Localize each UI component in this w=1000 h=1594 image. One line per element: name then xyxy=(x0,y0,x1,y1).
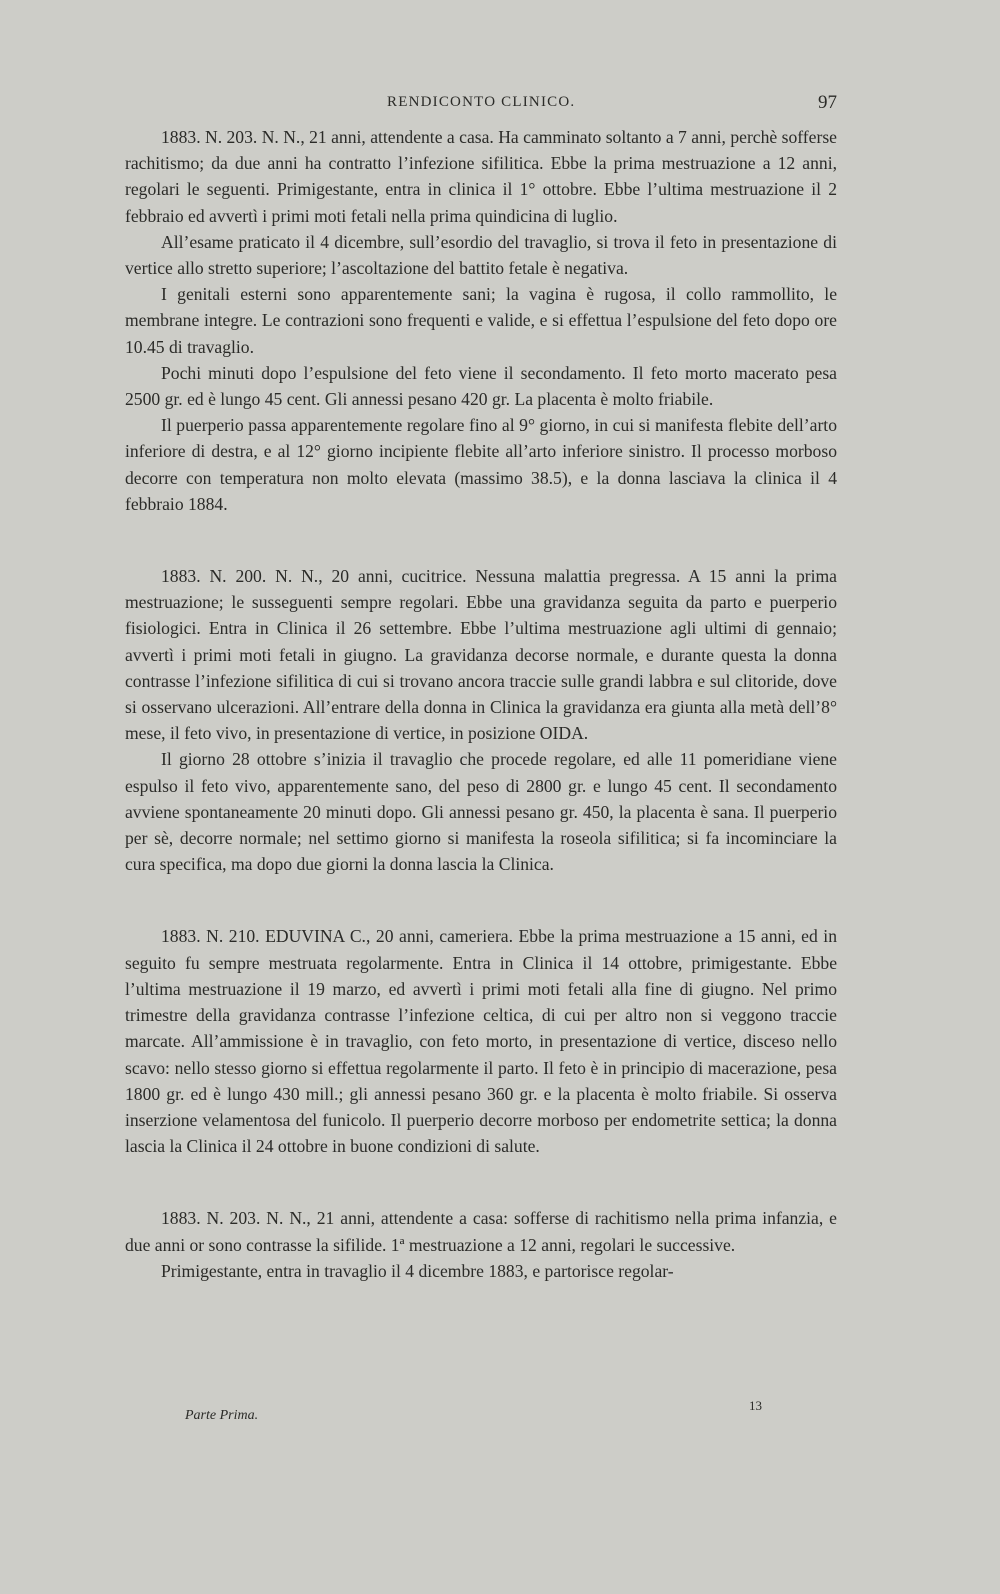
case-separator xyxy=(125,877,837,923)
paragraph-case-210: 1883. N. 210. EDUVINA C., 20 anni, cameriera. Ebbe la prima mestruazione a 15 anni, ed in seguito fu sempre mestruata regolarmente. Entra in Clinica il 14 ottobre, primigestante. Ebbe l’ultima mestruazione il 19 marzo, ed avvertì i primi moti fetali alla fine di giugno. Nel primo trimestre della gravidanza contrasse l’infezione celtica, di cui per altro non si veggono traccie marcate. All’ammissione è in travaglio, con feto morto, in presentazione di vertice, disceso nello scavo: nello stesso giorno si effettua regolarmente il parto. Il feto è in principio di macerazione, pesa 1800 gr. ed è lungo 430 mill.; gli annessi pesano 360 gr. e la placenta è molto friabile. Si osserva inserzione velamentosa del funicolo. Il puerperio decorre morboso per endometrite settica; la donna lascia la Clinica il 24 ottobre in buone condizioni di salute. xyxy=(125,926,837,1157)
part-label: Parte Prima. xyxy=(185,1408,259,1423)
paragraph-case-203b-labour: Primigestante, entra in travaglio il 4 dicembre 1883, e partorisce regolar- xyxy=(161,1260,674,1281)
page-body xyxy=(125,124,837,1284)
case-separator xyxy=(125,1159,837,1205)
paragraph-case-203-genitals: I genitali esterni sono apparentemente sani; la vagina è rugosa, il collo rammollito, le membrane integre. Le contrazioni sono frequenti e valide, e si effettua l’espulsione del feto dopo ore 10.45 di travaglio. xyxy=(125,284,837,357)
paragraph-case-200-intro: 1883. N. 200. N. N., 20 anni, cucitrice. Nessuna malattia pregressa. A 15 anni la prima mestruazione; le susseguenti sempre regolari. Ebbe una gravidanza seguita da parto e puerperio fisiologici. Entra in Clinica il 26 settembre. Ebbe l’ultima mestruazione agli ultimi di gennaio; avvertì i primi moti fetali in giugno. La gravidanza decorse normale, e durante questa la donna contrasse l’infezione sifilitica di cui si trovano ancora traccie sulle grandi labbra e sul clitoride, dove si osservano ulcerazioni. All’entrare della donna in Clinica la gravidanza era giunta alla metà dell’8° mese, il feto vivo, in presentazione di vertice, in posizione OIDA. xyxy=(125,566,837,744)
signature-mark: 13 xyxy=(749,1398,762,1413)
running-title: RENDICONTO CLINICO. xyxy=(387,94,576,110)
case-separator xyxy=(125,517,837,563)
page-header xyxy=(125,92,837,120)
paragraph-case-203b-intro: 1883. N. 203. N. N., 21 anni, attendente a casa: sofferse di rachitismo nella prima infanzia, e due anni or sono contrasse la sifilide. 1ª mestruazione a 12 anni, regolari le successive. xyxy=(125,1208,837,1255)
paragraph-case-200-labour: Il giorno 28 ottobre s’inizia il travaglio che procede regolare, ed alle 11 pomeridiane viene espulso il feto vivo, apparentemente sano, del peso di 2800 gr. e lungo 45 cent. Il secondamento avviene spontaneamente 20 minuti dopo. Gli annessi pesano gr. 450, la placenta è sana. Il puerperio per sè, decorre normale; nel settimo giorno si manifesta la roseola sifilitica; si fa incominciare la cura specifica, ma dopo due giorni la donna lascia la Clinica. xyxy=(125,749,837,875)
paragraph-case-203-intro: 1883. N. 203. N. N., 21 anni, attendente a casa. Ha camminato soltanto a 7 anni, perchè sofferse rachitismo; da due anni ha contratto l’infezione sifilitica. Ebbe la prima mestruazione a 12 anni, regolari le seguenti. Primigestante, entra in clinica il 1° ottobre. Ebbe l’ultima mestruazione il 2 febbraio ed avvertì i primi moti fetali nella prima quindicina di luglio. xyxy=(125,127,837,226)
page-footer xyxy=(125,1398,837,1438)
paragraph-case-203-exam: All’esame praticato il 4 dicembre, sull’esordio del travaglio, si trova il feto in presentazione di vertice allo stretto superiore; l’ascoltazione del battito fetale è negativa. xyxy=(125,231,837,279)
paragraph-case-203-afterbirth: Pochi minuti dopo l’espulsione del feto viene il secondamento. Il feto morto macerato pesa 2500 gr. ed è lungo 45 cent. Gli annessi pesano 420 gr. La placenta è molto friabile. xyxy=(125,362,837,410)
paragraph-case-203-puerperium: Il puerperio passa apparentemente regolare fino al 9° giorno, in cui si manifesta flebite dell’arto inferiore di destra, e al 12° giorno incipiente flebite all’arto inferiore sinistro. Il processo morboso decorre con temperatura non molto elevata (massimo 38.5), e la donna lasciava la clinica il 4 febbraio 1884. xyxy=(125,415,837,514)
page-number: 97 xyxy=(818,92,837,113)
